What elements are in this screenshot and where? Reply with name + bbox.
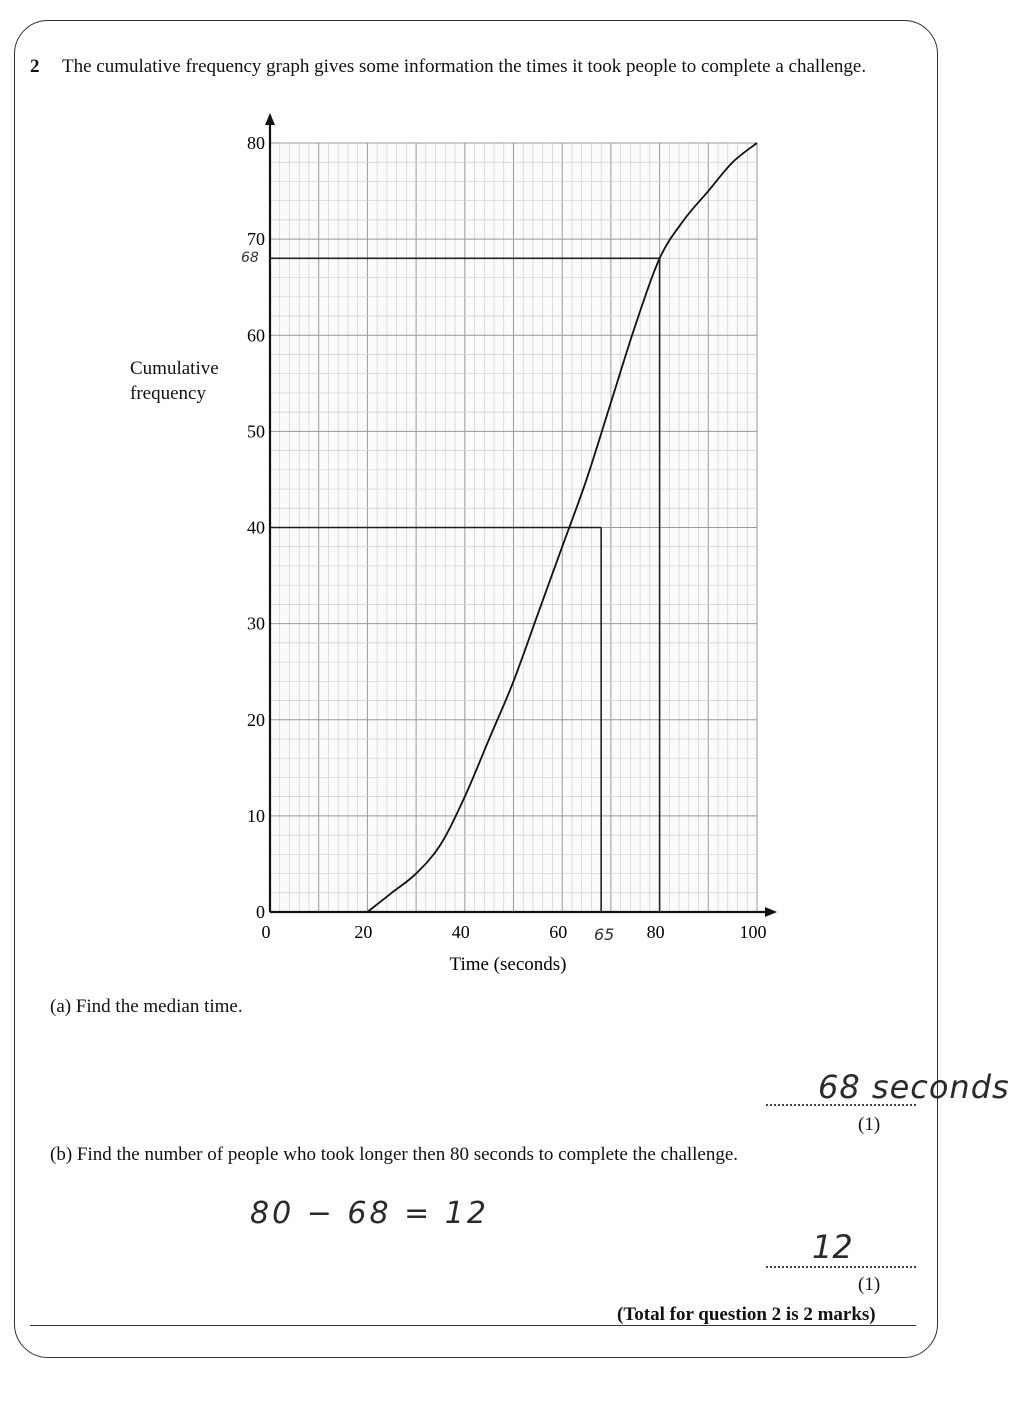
- part-a-marks: (1): [858, 1114, 881, 1135]
- question-number: 2: [30, 56, 40, 77]
- x-axis-arrow: [765, 907, 777, 917]
- y-tick-label: 40: [247, 517, 265, 538]
- y-tick-label: 0: [256, 902, 265, 922]
- footer-rule: [30, 1325, 916, 1326]
- x-tick-label: 80: [646, 922, 665, 942]
- x-tick-label: 40: [451, 922, 470, 942]
- y-axis-label-line-1: Cumulative: [130, 358, 219, 379]
- y-axis-label-line-2: frequency: [130, 383, 206, 404]
- y-tick-label: 80: [247, 133, 265, 153]
- part-a-answer-line: [766, 1104, 916, 1106]
- part-a-answer-text: 68 seconds: [818, 1068, 1010, 1106]
- x-axis-label: Time (seconds): [449, 954, 567, 975]
- y-tick-label: 20: [247, 709, 265, 730]
- handwritten-x-mark: 65: [594, 925, 615, 944]
- handwritten-y-mark: 68: [241, 250, 259, 266]
- part-b-answer: 12: [812, 1228, 853, 1266]
- part-b-marks: (1): [858, 1274, 881, 1295]
- part-a-question: (a) Find the median time.: [50, 996, 243, 1017]
- y-tick-label: 10: [247, 805, 265, 826]
- part-b-working: 80 − 68 = 12: [250, 1196, 489, 1231]
- part-b-answer-line: [766, 1266, 916, 1268]
- x-tick-label: 60: [549, 922, 568, 942]
- y-tick-label: 60: [247, 325, 265, 346]
- y-tick-label: 50: [247, 421, 265, 442]
- y-axis-arrow: [265, 113, 275, 125]
- question-text: The cumulative frequency graph gives some information the times it took people to complete a challenge.: [62, 56, 867, 77]
- part-b-question: (b) Find the number of people who took longer then 80 seconds to complete the challenge.: [50, 1144, 739, 1165]
- part-a-answer: [818, 1068, 1010, 1106]
- y-tick-label: 70: [247, 229, 265, 250]
- x-tick-label: 0: [261, 922, 271, 942]
- total-marks: (Total for question 2 is 2 marks): [617, 1304, 876, 1325]
- y-tick-label: 30: [247, 613, 265, 634]
- x-tick-label: 20: [354, 922, 373, 942]
- x-tick-label: 100: [739, 922, 767, 942]
